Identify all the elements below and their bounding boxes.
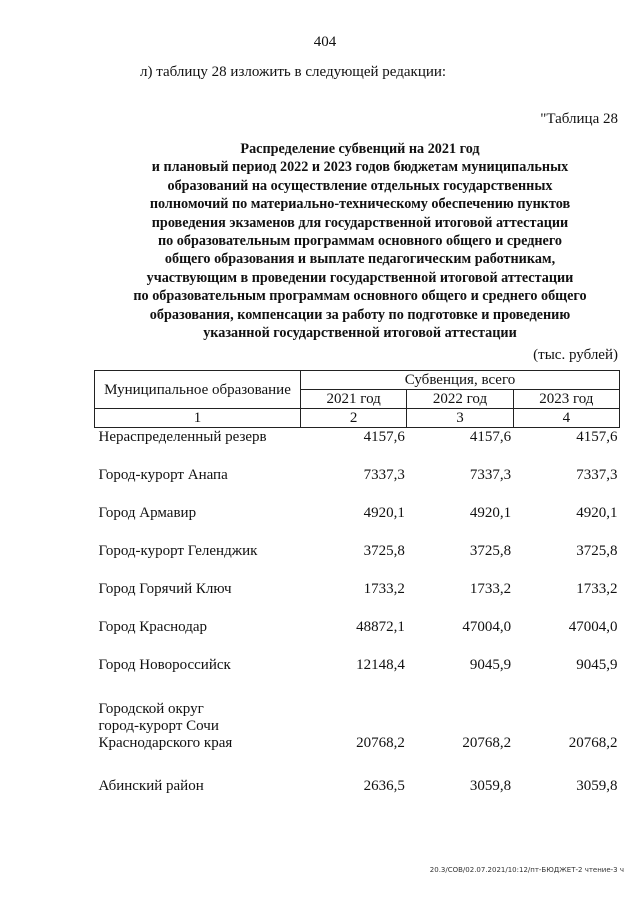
year-header-2022: 2022 год bbox=[407, 390, 513, 409]
value-2021: 20768,2 bbox=[356, 735, 405, 751]
column-number: 3 bbox=[407, 409, 513, 428]
value-2021: 48872,1 bbox=[356, 619, 405, 635]
value-2022: 20768,2 bbox=[462, 735, 512, 751]
municipality-name: Город Краснодар bbox=[98, 619, 208, 635]
column-number: 2 bbox=[301, 409, 407, 428]
value-2021: 4920,1 bbox=[363, 505, 405, 521]
heading-line: образований на осуществление отдельных государственных bbox=[167, 177, 553, 194]
heading-line: проведения экзаменов для государственной итоговой аттестации bbox=[151, 214, 569, 231]
table-row bbox=[95, 674, 620, 752]
value-2023: 7337,3 bbox=[576, 467, 618, 483]
value-2021: 2636,5 bbox=[363, 778, 405, 794]
municipality-name-line: город-курорт Сочи bbox=[98, 718, 219, 734]
value-2023: 4157,6 bbox=[576, 429, 618, 445]
heading-line: Распределение субвенций на 2021 год bbox=[240, 141, 480, 157]
municipality-column-header: Муниципальное образование bbox=[95, 371, 301, 409]
value-2023: 47004,0 bbox=[568, 619, 618, 635]
municipality-name bbox=[95, 674, 301, 752]
value-2021: 7337,3 bbox=[363, 467, 405, 483]
value-2022: 9045,9 bbox=[469, 657, 512, 673]
year-header-2023: 2023 год bbox=[513, 390, 619, 409]
heading-line: общего образования и выплате педагогическим работникам, bbox=[164, 251, 556, 268]
document-footer-code: 20.3/СОВ/02.07.2021/10:12/пт-БЮДЖЕТ-2 чтение-3 ч bbox=[429, 866, 624, 874]
table-row bbox=[95, 598, 620, 636]
value-2023: 20768,2 bbox=[568, 735, 618, 751]
table-row bbox=[95, 428, 620, 447]
column-number: 1 bbox=[95, 409, 301, 428]
value-2022: 4920,1 bbox=[469, 505, 512, 521]
municipality-name: Город-курорт Геленджик bbox=[98, 543, 258, 559]
table-row bbox=[95, 752, 620, 795]
heading-line: указанной государственной итоговой аттестации bbox=[203, 325, 517, 342]
table-label: "Таблица 28 bbox=[540, 111, 618, 127]
table-row bbox=[95, 484, 620, 522]
value-2021: 3725,8 bbox=[363, 543, 405, 559]
value-2021: 1733,2 bbox=[363, 581, 405, 597]
heading-line: по образовательным программам основного общего и среднего bbox=[157, 233, 563, 250]
value-2023: 1733,2 bbox=[576, 581, 618, 597]
units-label: (тыс. рублей) bbox=[533, 347, 618, 363]
table-heading bbox=[90, 140, 630, 342]
amendment-intro-text: л) таблицу 28 изложить в следующей редакции: bbox=[140, 64, 447, 80]
heading-line: по образовательным программам основного общего и среднего общего bbox=[133, 288, 587, 305]
municipality-name: Город Армавир bbox=[98, 505, 197, 521]
value-2022: 47004,0 bbox=[462, 619, 512, 635]
value-2022: 1733,2 bbox=[469, 581, 512, 597]
subvention-table bbox=[94, 370, 620, 795]
table-row bbox=[95, 522, 620, 560]
municipality-name-line: Городской округ bbox=[98, 701, 204, 717]
column-number: 4 bbox=[513, 409, 619, 428]
value-2023: 3059,8 bbox=[576, 778, 618, 794]
value-2023: 3725,8 bbox=[576, 543, 618, 559]
year-header-2021: 2021 год bbox=[301, 390, 407, 409]
table-row bbox=[95, 636, 620, 674]
value-2023: 9045,9 bbox=[576, 657, 618, 673]
column-number-row bbox=[95, 409, 620, 428]
municipality-name: Город Новороссийск bbox=[98, 657, 231, 673]
value-2023: 4920,1 bbox=[576, 505, 618, 521]
municipality-name: Нераспределенный резерв bbox=[98, 429, 267, 445]
value-2022: 3059,8 bbox=[469, 778, 512, 794]
heading-line: образования, компенсации за работу по подготовке и проведению bbox=[149, 306, 571, 323]
subvention-column-header: Субвенция, всего bbox=[301, 371, 620, 390]
municipality-name-line: Краснодарского края bbox=[98, 735, 233, 751]
heading-line: полномочий по материально-техническому обеспечению пунктов bbox=[149, 196, 571, 213]
value-2022: 3725,8 bbox=[469, 543, 512, 559]
heading-line: участвующим в проведении государственной итоговой аттестации bbox=[146, 269, 574, 286]
table-header-row bbox=[95, 371, 620, 390]
page-number: 404 bbox=[313, 34, 337, 50]
value-2021: 12148,4 bbox=[356, 657, 405, 673]
municipality-name: Город-курорт Анапа bbox=[98, 467, 228, 483]
municipality-name: Абинский район bbox=[98, 778, 204, 794]
value-2022: 4157,6 bbox=[469, 429, 512, 445]
municipality-name: Город Горячий Ключ bbox=[98, 581, 232, 597]
table-row bbox=[95, 560, 620, 598]
heading-line: и плановый период 2022 и 2023 годов бюджетам муниципальных bbox=[151, 159, 569, 176]
value-2022: 7337,3 bbox=[469, 467, 512, 483]
value-2021: 4157,6 bbox=[363, 429, 405, 445]
table-row bbox=[95, 446, 620, 484]
